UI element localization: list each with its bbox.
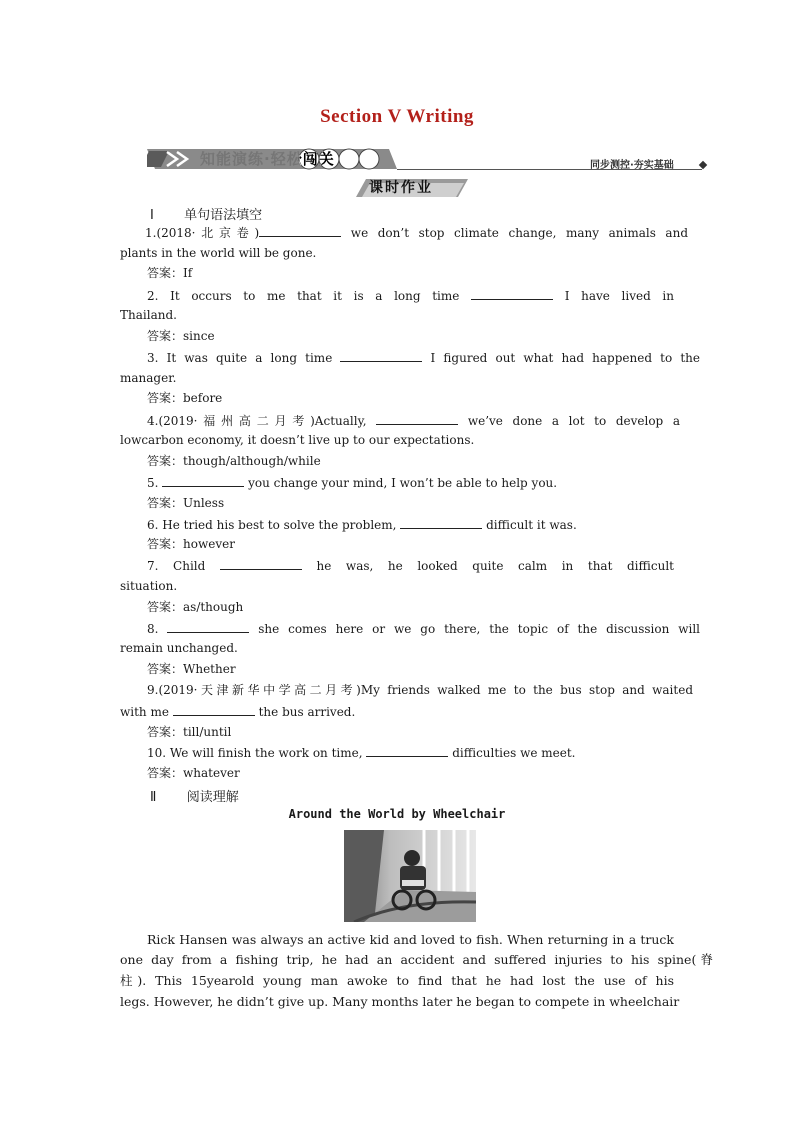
question-1-line-1: 1.(2018·北京卷) we don’t stop climate change, many animals and — [145, 226, 688, 240]
section-title: 单句语法填空 — [184, 208, 263, 223]
question-6: 6. He tried his best to solve the problem, difficult it was. — [147, 518, 577, 532]
answer-5: 答案：Unless — [147, 496, 225, 510]
answer-blank[interactable] — [167, 621, 249, 633]
answer-8: 答案：Whether — [147, 662, 236, 676]
sub-banner-label: 课时作业 — [369, 180, 433, 196]
answer-blank[interactable] — [376, 413, 458, 425]
answer-blank[interactable] — [400, 517, 482, 529]
answer-blank[interactable] — [340, 350, 422, 362]
article-line-4: legs. However, he didn’t give up. Many months later he began to compete in wheelchair — [120, 994, 680, 1009]
question-2-line-2: Thailand. — [120, 308, 177, 322]
banner-label — [200, 148, 335, 169]
question-1-line-2: plants in the world will be gone. — [120, 246, 317, 260]
section-heading — [150, 204, 262, 223]
wheelchair-photo — [344, 830, 476, 922]
question-5: 5. you change your mind, I won’t be able to help you. — [147, 476, 558, 490]
answer-blank[interactable] — [471, 288, 553, 300]
diamond-icon — [699, 161, 707, 169]
question-8-line-1: 8. she comes here or we go there, the topic of the discussion will — [147, 622, 700, 636]
answer-3: 答案：before — [147, 391, 223, 405]
article-line-2: one day from a fishing trip, he had an accident and suffered injuries to his spine(脊 — [120, 952, 713, 967]
question-3-line-2: manager. — [120, 371, 177, 385]
section-heading — [150, 786, 239, 805]
question-7-line-1: 7. Child he was, he looked quite calm in that difficult — [147, 559, 674, 573]
answer-blank[interactable] — [162, 475, 244, 487]
question-9-line-1: 9.(2019·天津新华中学高二月考)My friends walked me to the bus stop and waited — [147, 683, 693, 697]
answer-4: 答案：though/although/while — [147, 454, 321, 468]
answer-blank[interactable] — [220, 558, 302, 570]
answer-9: 答案：till/until — [147, 725, 232, 739]
answer-1: 答案：If — [147, 266, 193, 280]
article-line-1: Rick Hansen was always an active kid and loved to fish. When returning in a truck — [147, 932, 674, 947]
page-title: Section V Writing — [320, 106, 474, 127]
article-title: Around the World by Wheelchair — [288, 807, 506, 821]
section-title: 阅读理解 — [186, 790, 239, 805]
answer-blank[interactable] — [259, 225, 341, 237]
question-10: 10. We will finish the work on time, difficulties we meet. — [147, 746, 576, 760]
question-8-line-2: remain unchanged. — [120, 641, 238, 655]
section-number: Ⅱ — [150, 790, 157, 805]
question-3-line-1: 3. It was quite a long time I figured out what had happened to the — [147, 351, 700, 365]
answer-blank[interactable] — [366, 745, 448, 757]
answer-7: 答案：as/though — [147, 600, 244, 614]
question-9-line-2: with me the bus arrived. — [120, 705, 356, 719]
question-7-line-2: situation. — [120, 579, 178, 593]
section-number: Ⅰ — [150, 208, 154, 223]
article-line-3: 柱). This 15yearold young man awoke to find that he had lost the use of his — [120, 973, 674, 988]
question-4-line-2: lowcarbon economy, it doesn’t live up to our expectations. — [120, 433, 475, 447]
answer-2: 答案：since — [147, 329, 215, 343]
question-4-line-1: 4.(2019·福州高二月考)Actually, we’ve done a lot to develop a — [147, 414, 681, 428]
banner-label-text: 知能演练·轻松闯关 — [200, 150, 335, 168]
answer-10: 答案：whatever — [147, 766, 240, 780]
question-2-line-1: 2. It occurs to me that it is a long time I have lived in — [147, 289, 674, 303]
answer-6: 答案：however — [147, 537, 235, 551]
answer-blank[interactable] — [173, 704, 255, 716]
banner-right-label: 同步测控·夯实基础 — [590, 160, 674, 171]
